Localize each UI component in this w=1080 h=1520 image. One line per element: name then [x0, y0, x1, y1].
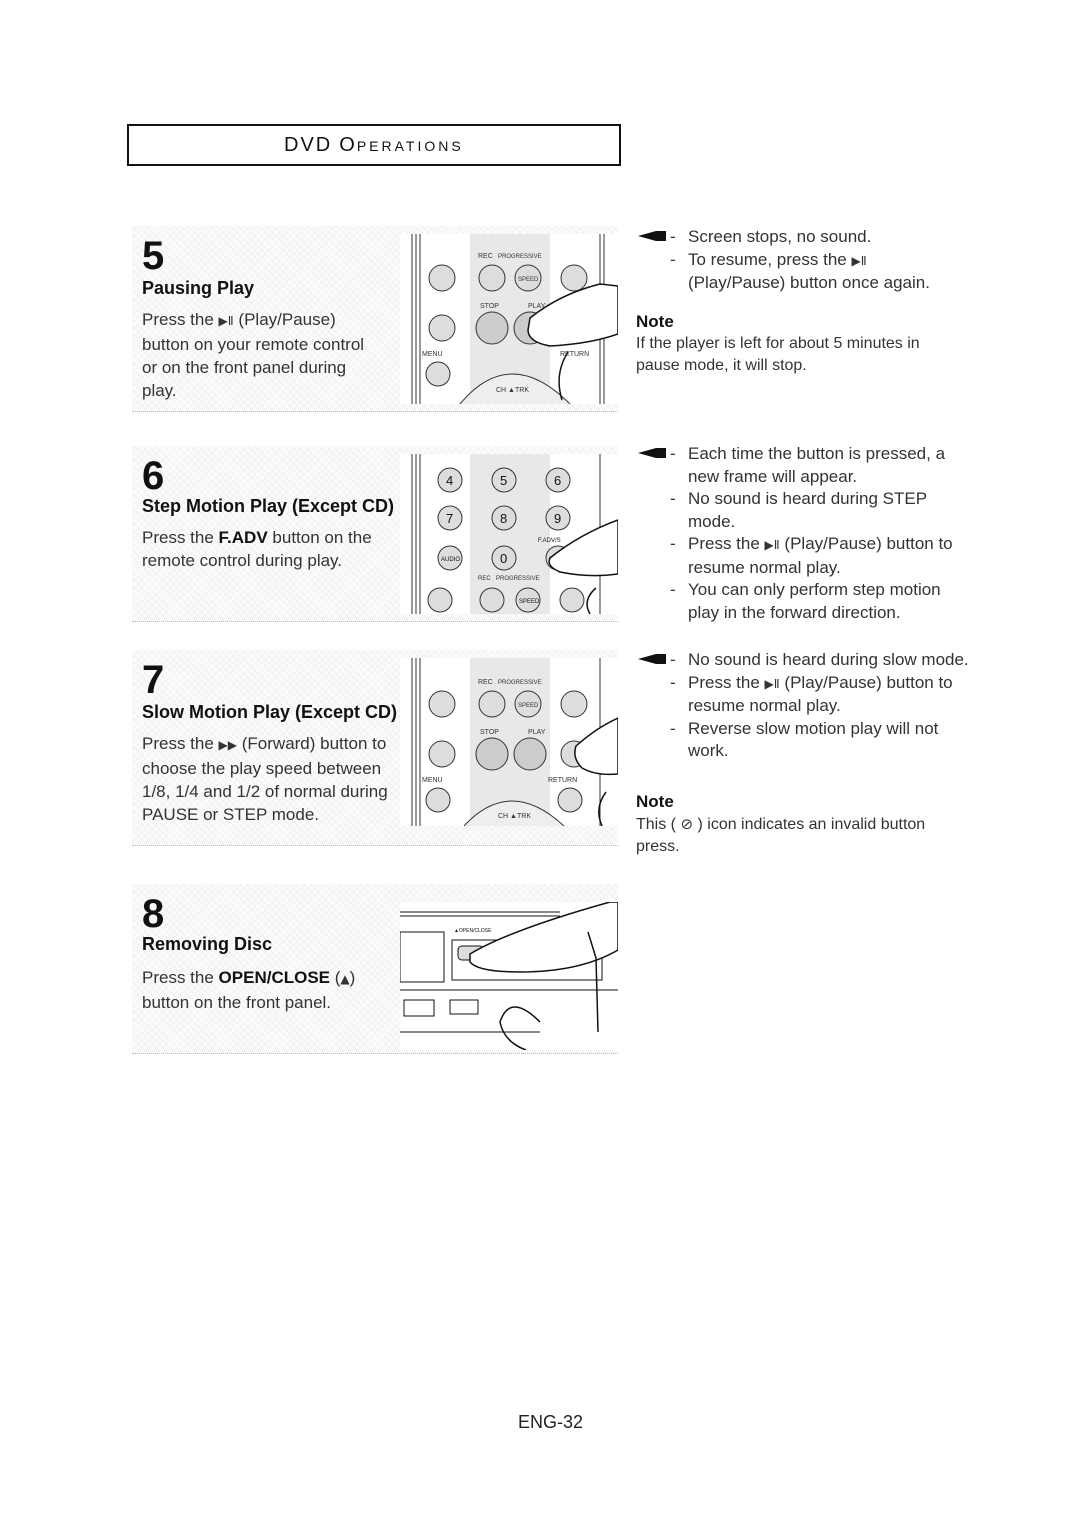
list-item: resume normal play.	[688, 696, 841, 715]
svg-text:6: 6	[554, 473, 562, 488]
eject-icon: ▲	[340, 972, 350, 986]
step-instructions: Press the ▶▶ (Forward) button to choose the play speed between 1/8, 1/4 and 1/2 of normal during PAUSE or STEP mode.	[142, 734, 388, 824]
list-item: - No sound is heard during STEP	[670, 489, 928, 508]
step-title: Step Motion Play (Except CD)	[142, 496, 395, 516]
step-instructions: Press the F.ADV button on the remote control during play.	[142, 528, 372, 570]
remote-illustration	[400, 234, 618, 404]
svg-text:REC: REC	[478, 576, 491, 582]
list-item: play in the forward direction.	[688, 602, 901, 622]
play-pause-icon: ▶Ⅱ	[851, 253, 867, 268]
step-5-notes	[636, 226, 996, 377]
list-item: resume normal play.	[688, 557, 841, 577]
step-instructions: Press the OPEN/CLOSE (▲) button on the front panel.	[142, 968, 356, 1012]
svg-text:PROGRESSIVE: PROGRESSIVE	[496, 576, 540, 582]
svg-text:REC: REC	[478, 679, 493, 686]
note-title: Note	[636, 311, 674, 331]
ch-trk-label: CH ▲TRK	[496, 387, 529, 394]
step-title: Pausing Play	[142, 278, 255, 298]
svg-text:9: 9	[554, 511, 562, 526]
invalid-icon: ⊘	[680, 815, 694, 833]
svg-text:7: 7	[446, 511, 454, 526]
step-7-panel	[132, 650, 618, 846]
forward-icon: ▶▶	[218, 738, 238, 752]
speed-label: SPEED	[518, 277, 539, 283]
list-item: - You can only perform step motion	[670, 580, 941, 599]
list-item: - Each time the button is pressed, a	[636, 443, 996, 466]
svg-text:MENU: MENU	[422, 777, 443, 784]
return-label: RETURN	[560, 351, 590, 358]
svg-text:SPEED: SPEED	[519, 599, 540, 605]
note-title: Note	[636, 791, 674, 811]
page-number: ENG-32	[518, 1412, 584, 1432]
list-item: - Screen stops, no sound.	[636, 226, 996, 249]
svg-text:PROGRESSIVE: PROGRESSIVE	[498, 680, 542, 686]
list-item: - Press the ▶Ⅱ (Play/Pause) button to	[670, 534, 953, 553]
svg-text:RETURN: RETURN	[548, 777, 578, 784]
section-title: DVD OPERATIONS	[284, 134, 464, 156]
left-arrow-icon	[638, 654, 666, 664]
list-item: - No sound is heard during slow mode.	[636, 649, 996, 672]
note-text: This ( ⊘ ) icon indicates an invalid button press.	[636, 815, 926, 855]
step-number: 5	[142, 234, 165, 278]
step-number: 8	[142, 892, 165, 936]
section-header	[127, 124, 621, 166]
list-item: work.	[688, 741, 729, 760]
remote-illustration	[400, 454, 618, 614]
svg-text:4: 4	[446, 473, 454, 488]
step-5-panel	[132, 226, 618, 412]
svg-text:SPEED: SPEED	[518, 703, 539, 709]
rec-label: REC	[478, 253, 493, 260]
step-7-notes	[636, 649, 996, 858]
step-number: 7	[142, 658, 165, 702]
list-item: new frame will appear.	[688, 466, 858, 486]
step-6-notes	[636, 443, 996, 624]
svg-text:8: 8	[500, 511, 508, 526]
remote-illustration	[400, 658, 618, 826]
play-pause-icon: ▶Ⅱ	[764, 538, 780, 552]
left-arrow-icon	[638, 448, 666, 458]
step-number: 6	[142, 454, 165, 498]
play-pause-icon: ▶Ⅱ	[218, 314, 234, 328]
open-close-label: ▲OPEN/CLOSE	[454, 928, 492, 934]
dvd-player-panel-illustration	[400, 902, 618, 1050]
svg-text:STOP: STOP	[480, 729, 499, 736]
list-item: mode.	[688, 511, 736, 531]
svg-text:5: 5	[500, 473, 508, 488]
menu-label: MENU	[422, 351, 443, 358]
list-item: - Reverse slow motion play will not	[670, 718, 939, 738]
svg-text:CH ▲TRK: CH ▲TRK	[498, 813, 531, 820]
play-label: PLAY	[528, 303, 546, 310]
step-6-panel	[132, 446, 618, 622]
step-title: Slow Motion Play (Except CD)	[142, 702, 398, 722]
note-text: If the player is left for about 5 minutes in pause mode, it will stop.	[636, 335, 920, 374]
step-title: Removing Disc	[142, 934, 273, 954]
list-item: - Press the ▶Ⅱ (Play/Pause) button to	[670, 672, 953, 692]
progressive-label: PROGRESSIVE	[498, 254, 542, 260]
step-8-panel	[132, 884, 618, 1054]
list-item: (Play/Pause) button once again.	[688, 273, 930, 292]
svg-text:PLAY: PLAY	[528, 729, 546, 736]
step-instructions: Press the ▶Ⅱ (Play/Pause) button on your remote control or on the front panel during play.	[142, 310, 365, 400]
stop-label: STOP	[480, 303, 499, 310]
play-pause-icon: ▶Ⅱ	[764, 676, 780, 691]
left-arrow-icon	[638, 231, 666, 241]
list-item: - To resume, press the ▶Ⅱ	[670, 249, 867, 269]
svg-text:0: 0	[500, 551, 508, 566]
svg-text:AUDIO: AUDIO	[441, 557, 461, 563]
svg-text:F.ADV/S: F.ADV/S	[538, 538, 561, 544]
